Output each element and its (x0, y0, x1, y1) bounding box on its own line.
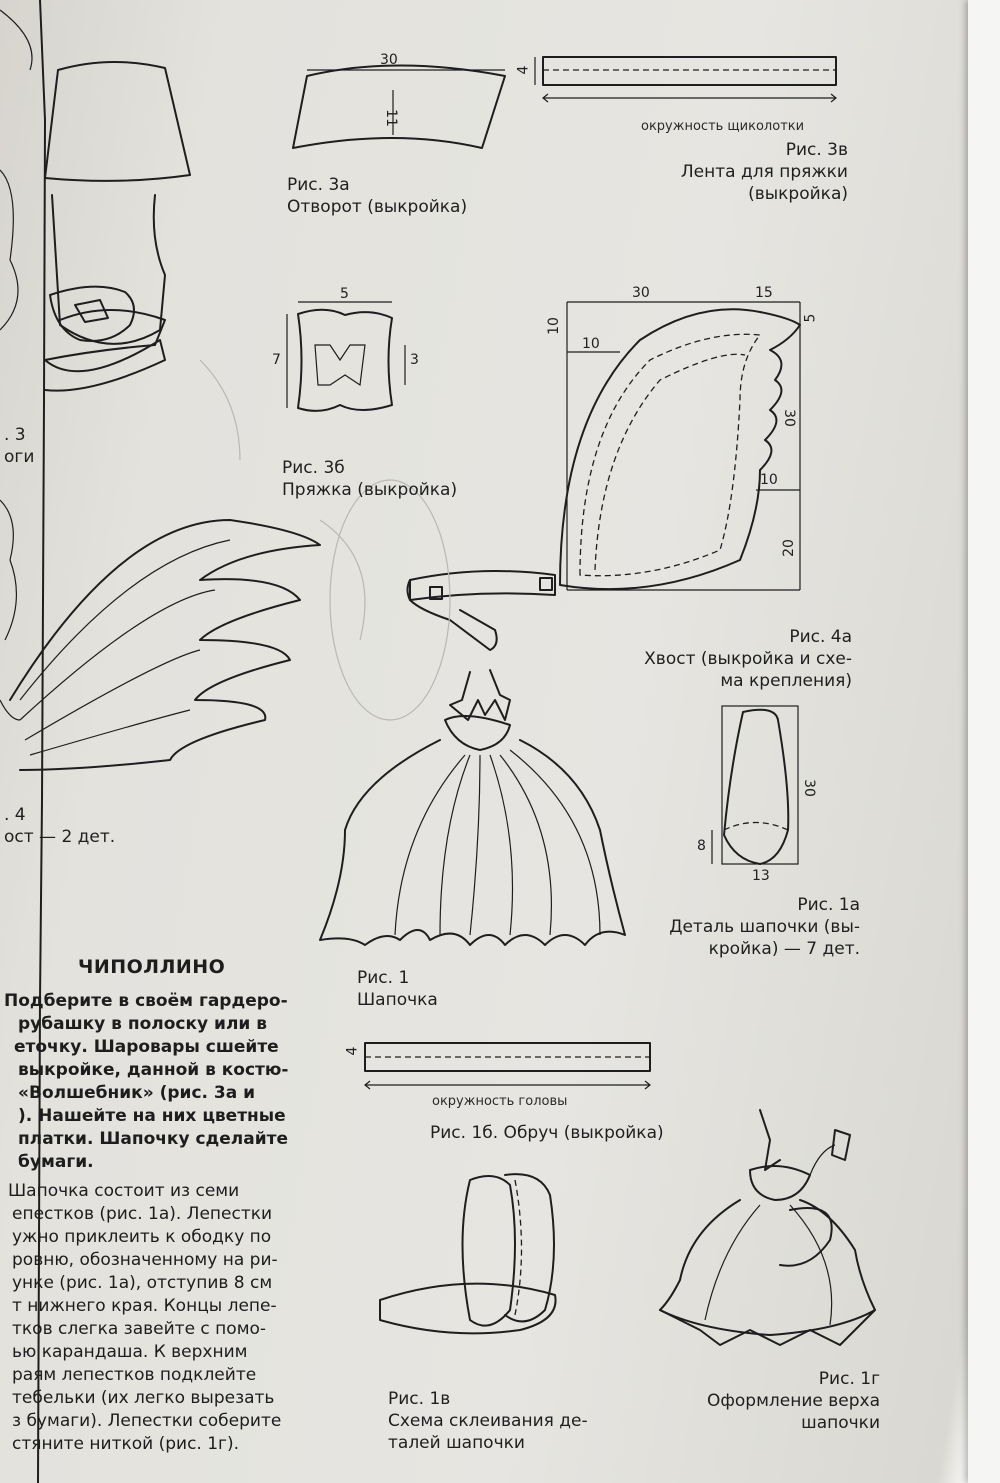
fig3a-number: Рис. 3а (287, 175, 350, 195)
fig4-caption (4, 804, 115, 848)
fig1-caption (357, 967, 438, 1011)
fig1b-caption: Рис. 1б. Обруч (выкройка) (430, 1123, 664, 1143)
fig1v-number: Рис. 1в (388, 1389, 451, 1409)
fig1-number: Рис. 1 (357, 968, 410, 988)
intro-line: платки. Шапочку сделайте (18, 1129, 289, 1149)
intro-line: Подберите в своём гардеро- (4, 991, 288, 1011)
fig3b-number: Рис. 3б (282, 458, 345, 478)
dim-buckle-width: 5 (340, 286, 349, 302)
intro-line: рубашку в полоску или в (18, 1014, 267, 1034)
article-body (4, 1180, 330, 1456)
dim-tail-right: 30 (780, 409, 797, 427)
body-line: ью карандаша. К верхним (12, 1342, 248, 1362)
fig3b-caption (282, 457, 457, 501)
fig1v-caption (388, 1388, 588, 1454)
cap-top-decoration-drawing (660, 1110, 875, 1345)
intro-line: «Волшебник» (рис. 3а и (18, 1083, 256, 1103)
petal-pattern (712, 706, 798, 864)
body-line: унке (рис. 1а), отступив 8 см (12, 1273, 273, 1293)
body-line: т нижнего края. Концы лепе- (12, 1296, 277, 1316)
cap-drawing (320, 670, 625, 945)
fig3a-text: Отворот (выкройка) (287, 197, 468, 217)
dim-tail-top-1: 30 (632, 285, 650, 301)
fig4-number: . 4 (4, 805, 26, 825)
fig4a-number: Рис. 4а (789, 627, 852, 647)
dim-petal-height: 30 (800, 779, 817, 797)
fig1g-caption (662, 1368, 880, 1434)
intro-line: еточку. Шаровары сшейте (14, 1037, 279, 1057)
article-heading: ЧИПОЛЛИНО (78, 956, 226, 978)
boot-drawing (45, 62, 190, 391)
dim-tail-left: 10 (545, 317, 562, 335)
fig1g-number: Рис. 1г (818, 1369, 880, 1389)
body-line: ужно приклеить к ободку по (12, 1227, 272, 1247)
fig1v-line2: талей шапочки (388, 1433, 525, 1453)
body-line: раям лепестков подклейте (12, 1365, 257, 1385)
fig4-text: ост — 2 дет. (4, 827, 116, 847)
fig1b-sub-label: окружность головы (432, 1094, 568, 1109)
collar-pattern (293, 66, 505, 149)
body-line: стяните ниткой (рис. 1г). (12, 1434, 240, 1454)
dim-tail-corner: 5 (802, 313, 819, 323)
tail-drawing (10, 520, 320, 770)
fig3a-caption (287, 174, 467, 218)
page-edge (968, 0, 1000, 1483)
fig1a-caption (620, 894, 860, 960)
fig3-caption (4, 424, 34, 468)
article-intro (4, 990, 330, 1174)
fig1-text: Шапочка (357, 990, 438, 1010)
fig4a-line2: ма крепления) (720, 671, 852, 691)
dim-tail-top-2: 15 (755, 285, 773, 301)
fig3v-line2: (выкройка) (748, 184, 848, 204)
dim-hoop-height: 4 (344, 1046, 361, 1056)
tail-pattern (408, 302, 801, 650)
partial-sketch-edge (0, 170, 18, 330)
body-line: епестков (рис. 1а). Лепестки (12, 1204, 273, 1224)
hoop-pattern (365, 1043, 650, 1089)
body-line: Шапочка состоит из семи (8, 1181, 240, 1201)
fig1a-line1: Деталь шапочки (вы- (669, 917, 860, 937)
partial-sketch-edge (0, 500, 16, 640)
fig1a-number: Рис. 1а (797, 895, 860, 915)
fig3v-number: Рис. 3в (785, 140, 848, 160)
dim-collar-width: 30 (380, 52, 398, 68)
strap-pattern (535, 57, 836, 102)
fig3v-line1: Лента для пряжки (680, 162, 848, 182)
fig1a-line2: кройка) — 7 дет. (708, 939, 860, 959)
buckle-pattern (287, 302, 405, 411)
dim-buckle-inner: 3 (410, 352, 419, 368)
dim-buckle-height: 7 (272, 352, 281, 368)
dim-petal-offset: 8 (697, 838, 706, 854)
dim-petal-width: 13 (752, 868, 770, 884)
fig1v-line1: Схема склеивания де- (388, 1411, 588, 1431)
fig1g-line1: Оформление верха (706, 1391, 880, 1411)
partial-sketch-edge (0, 10, 32, 70)
body-line: ровню, обозначенному на ри- (12, 1250, 278, 1270)
dim-tail-inner: 10 (582, 336, 600, 352)
intro-line: ). Нашейте на них цветные (18, 1106, 286, 1126)
dim-strap-height: 4 (515, 65, 532, 75)
fig3b-text: Пряжка (выкройка) (282, 480, 458, 500)
body-line: з бумаги). Лепестки соберите (12, 1411, 282, 1431)
body-line: тебельки (их легко вырезать (12, 1388, 275, 1408)
intro-line: бумаги. (18, 1152, 94, 1172)
show-through-sketches (200, 360, 450, 720)
fig3v-sub-label: окружность щиколотки (641, 119, 805, 134)
body-line: тков слегка завейте с помо- (12, 1319, 267, 1339)
gluing-scheme-drawing (380, 1174, 556, 1333)
partial-sketch-edge (0, 700, 20, 720)
fig3v-caption (658, 139, 848, 205)
fig3-text: оги (4, 447, 35, 467)
fig4a-line1: Хвост (выкройка и схе- (644, 649, 852, 669)
fig4a-caption (620, 626, 852, 692)
dim-tail-notch: 10 (760, 472, 778, 488)
dim-collar-height: 11 (382, 109, 399, 127)
intro-line: выкройке, данной в костю- (18, 1060, 289, 1080)
dim-tail-bottom: 20 (780, 539, 797, 557)
fig1g-line2: шапочки (801, 1413, 880, 1433)
fig3-number: . 3 (4, 425, 26, 445)
